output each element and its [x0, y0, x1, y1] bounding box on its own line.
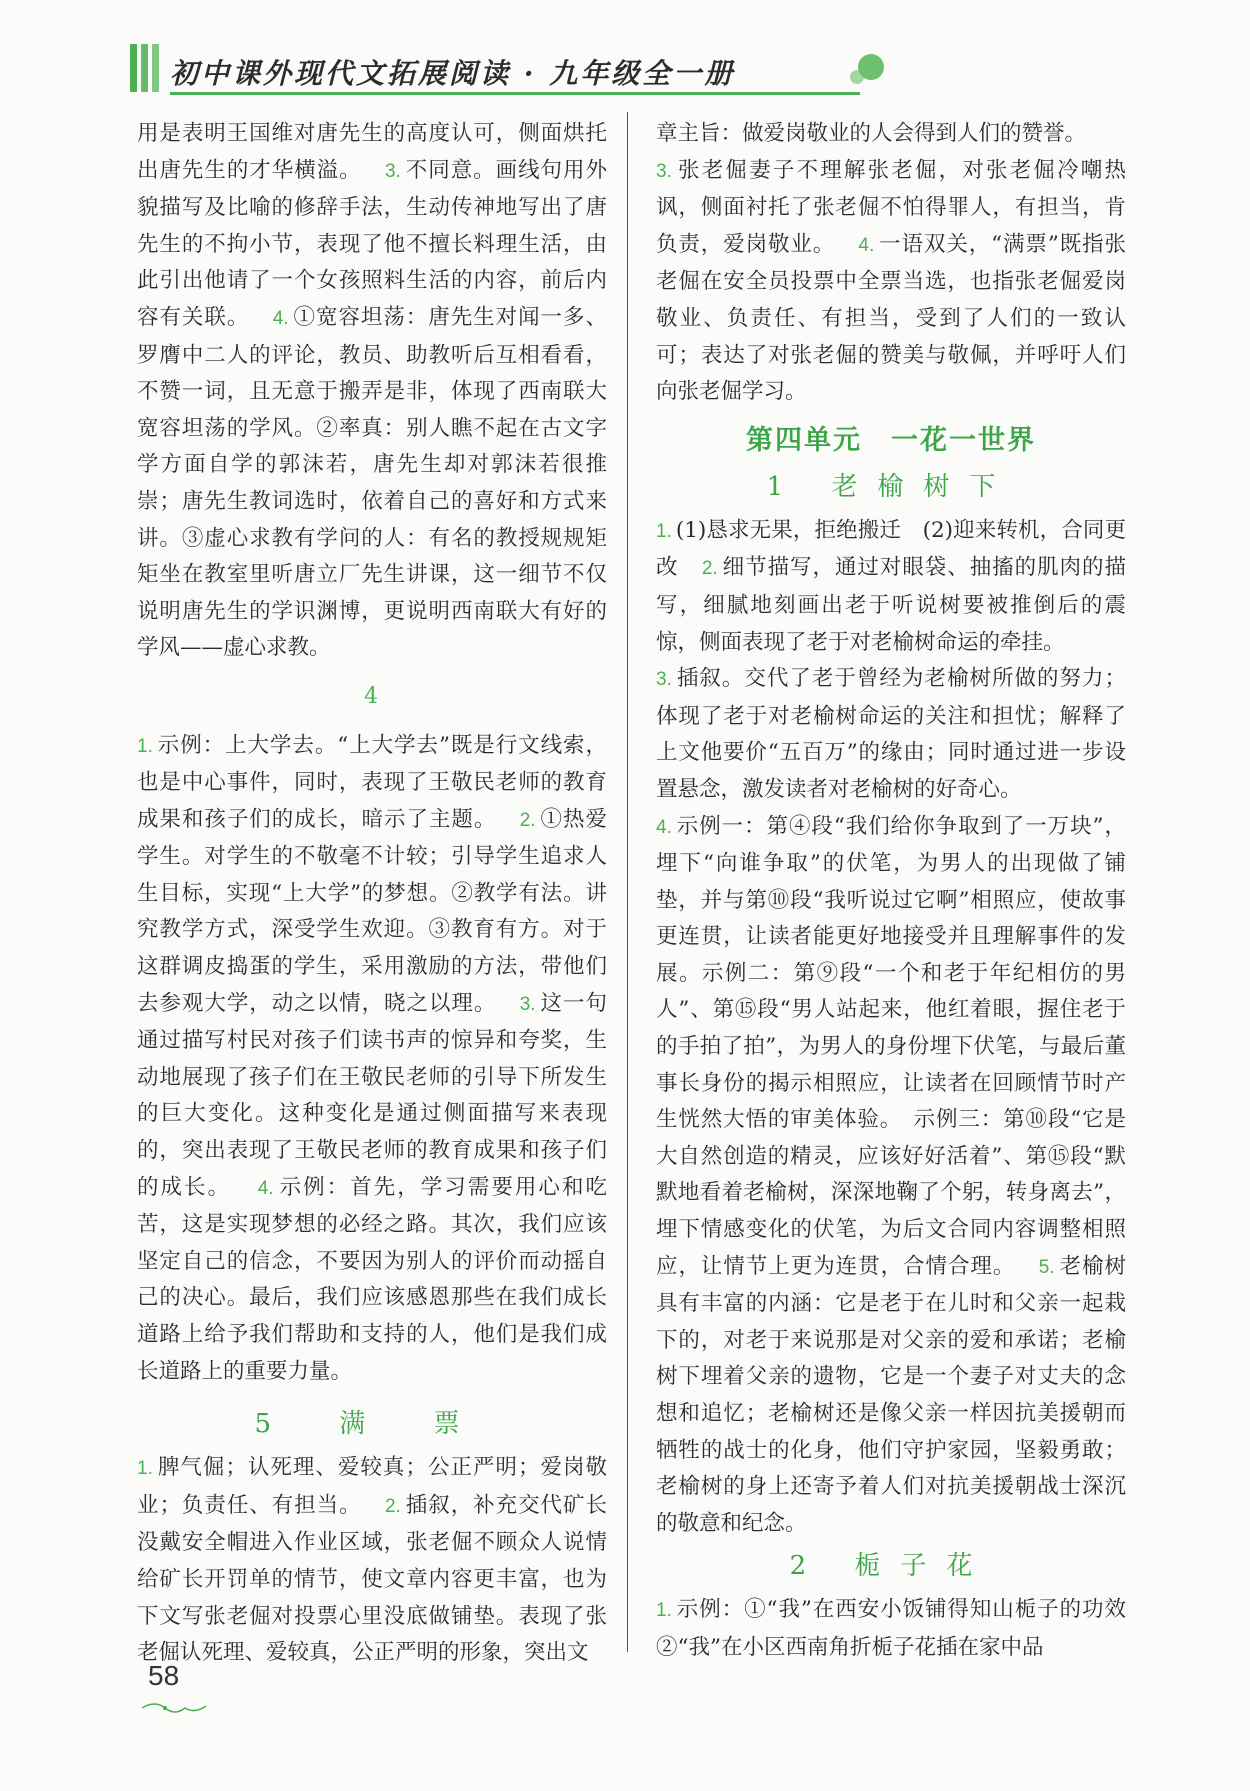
answer-text: 章主旨：做爱岗敬业的人会得到人们的赞誉。 [656, 121, 1087, 146]
right-column [656, 116, 1148, 1667]
answer-text: 不同意。画线句用外貌描写及比喻的修辞手法，生动传神地写出了唐先生的不拘小节，表现了他不擅长料理生活，由此引出他请了一个女孩照料生活的内容，前后内容有关联。 [137, 157, 607, 330]
header-rule [170, 92, 860, 95]
page-header [130, 44, 1130, 94]
answer-text: 示例：①“我”在西安小饭铺得知山栀子的功效 ②“我”在小区西南角折栀子花插在家中品 [656, 1597, 1148, 1660]
answer-paragraph [656, 116, 1126, 153]
item-number: 2. [519, 809, 536, 831]
answer-paragraph [656, 809, 1126, 1543]
lesson-title: 1 老榆树下 [766, 471, 1016, 502]
answer-text: 示例：上大学去。“上大学去”既是行文线索，也是中心事件，同时，表现了王敬民老师的教育成果和孩子们的成长，暗示了主题。 [137, 732, 607, 832]
answer-text: (1)恳求无果，拒绝搬迁 (2)迎来转机，合同更改 [656, 517, 1126, 581]
answer-text: 细节描写，通过对眼袋、抽搐的肌肉的描写，细腻地刻画出老于听说树要被推倒后的震惊，侧面表现了老于对老榆树命运的牵挂。 [656, 555, 1126, 655]
item-number: 1. [656, 520, 672, 542]
item-number: 3. [384, 160, 401, 182]
item-number: 4. [858, 234, 875, 256]
item-number: 3. [656, 160, 672, 182]
item-number: 4. [272, 307, 289, 329]
answer-text: 脾气倔；认死理、爱较真；公正严明；爱岗敬业；负责任、有担当。 [137, 1455, 607, 1518]
item-number: 3. [656, 669, 672, 691]
answer-text: 用是表明王国维对唐先生的高度认可，侧面烘托出唐先生的才华横溢。 [137, 121, 607, 183]
answer-text: 插叙。交代了老于曾经为老榆树所做的努力；体现了老于对老榆树命运的关注和担忧；解释了上文他要价“五百万”的缘由；同时通过进一步设置悬念，激发读者对老榆树的好奇心。 [656, 666, 1126, 802]
answer-text: 示例：首先，学习需要用心和吃苦，这是实现梦想的必经之路。其次，我们应该坚定自己的信念，不要因为别人的评价而动摇自己的决心。最后，我们应该感恩那些在我们成长道路上给予我们帮助和支持的人，他们是我们成长道路上的重要力量。 [137, 1174, 607, 1384]
lesson-title: 5 满 票 [254, 1409, 490, 1440]
header-bars-decoration [130, 44, 162, 92]
answer-text: ①热爱学生。对学生的不敬毫不计较；引导学生追求人生目标，实现“上大学”的梦想。②教学有法。讲究教学方式，深受学生欢迎。③教育有方。对于这群调皮捣蛋的学生，采用激励的方法，带他们去参观大学，动之以情，晓之以理。 [137, 806, 607, 1016]
lesson-title: 2 栀子花 [789, 1551, 993, 1582]
answer-text: 插叙，补充交代矿长没戴安全帽进入作业区域，张老倔不顾众人说情给矿长开罚单的情节，使文章内容更丰富，也为下文写张老倔对投票心里没底做铺垫。表现了张老倔认死理、爱较真，公正严明的形象，突出文 [137, 1492, 607, 1666]
left-column [137, 116, 607, 1672]
answer-paragraph [656, 513, 1126, 661]
answer-paragraph [656, 1592, 1148, 1666]
answer-text: 老榆树具有丰富的内涵：它是老于在儿时和父亲一起栽下的，对老于来说那是对父亲的爱和承诺；老榆树下埋着父亲的遗物，它是一个妻子对丈夫的念想和追忆；老榆树还是像父亲一样因抗美援朝而牺牲的战士的化身，他们守护家园，坚毅勇敢；老榆树的身上还寄予着人们对抗美援朝战士深沉的敬意和纪念。 [656, 1253, 1126, 1536]
item-number: 1. [656, 1600, 672, 1622]
answer-paragraph [137, 116, 607, 667]
item-number: 1. [137, 1458, 153, 1480]
item-number: 5. [1038, 1256, 1055, 1278]
answer-text: 张老倔妻子不理解张老倔，对张老倔冷嘲热讽，侧面衬托了张老倔不怕得罪人，有担当，肯负责，爱岗敬业。 [656, 157, 1126, 257]
book-title: 初中课外现代文拓展阅读 · 九年级全一册 [170, 57, 736, 90]
answer-paragraph [656, 661, 1126, 808]
leaf-dot [858, 54, 884, 80]
item-number: 2. [701, 558, 718, 580]
answer-text: 一语双关，“满票”既指张老倔在安全员投票中全票当选，也指张老倔爱岗敬业、负责任、有担当，受到了人们的一致认可；表达了对张老倔的赞美与敬佩，并呼吁人们向张老倔学习。 [656, 231, 1126, 405]
answer-text: 这一句通过描写村民对孩子们读书声的惊异和夸奖，生动地展现了孩子们在王敬民老师的引导下所发生的巨大变化。这种变化是通过侧面描写来表现的，突出表现了王敬民老师的教育成果和孩子们的成长。 [137, 990, 607, 1200]
item-number: 4. [257, 1177, 274, 1199]
answer-text: 示例一：第④段“我们给你争取到了一万块”，埋下“向谁争取”的伏笔，为男人的出现做了铺垫，并与第⑩段“我听说过它啊”相照应，使故事更连贯，让读者能更好地接受并且理解事件的发展。示例二：第⑨段“一个和老于年纪相仿的男人”、第⑮段“男人站起来，他红着眼，握住老于的手拍了拍”，为男人的身份埋下伏笔，与最后董事长身份的揭示相照应，让读者在回顾情节时产生恍然大悟的审美体验。 示例三：第⑩段“它是大自然创造的精灵，应该好好活着”、第⑮段“默默地看着老榆树，深深地鞠了个躬，转身离去”，埋下情感变化的伏笔，为后文合同内容调整相照应，让情节上更为连贯，合情合理。 [656, 813, 1126, 1279]
item-number: 4. [656, 816, 672, 838]
answer-paragraph [137, 728, 607, 1391]
column-divider [627, 112, 628, 1652]
item-number: 2. [384, 1495, 401, 1517]
answer-text: ①宽容坦荡：唐先生对闻一多、罗膺中二人的评论，教员、助教听后互相看看，不赞一词，且无意于搬弄是非，体现了西南联大宽容坦荡的学风。②率真：别人瞧不起在古文字学方面自学的郭沫若，唐先生却对郭沫若很推崇；唐先生教词选时，依着自己的喜好和方式来讲。③虚心求教有学问的人：有名的教授规规矩矩坐在教室里听唐立厂先生讲课，这一细节不仅说明唐先生的学识渊博，更说明西南联大有好的学风——虚心求教。 [137, 304, 607, 661]
item-number: 1. [137, 735, 153, 757]
page-ornament-icon [140, 1700, 210, 1716]
section-number: 4 [364, 683, 380, 709]
page-number: 58 [148, 1660, 180, 1691]
unit-title: 第四单元 一花一世界 [746, 424, 1036, 456]
item-number: 3. [519, 993, 536, 1015]
answer-paragraph [137, 1450, 607, 1672]
answer-paragraph [656, 153, 1126, 411]
